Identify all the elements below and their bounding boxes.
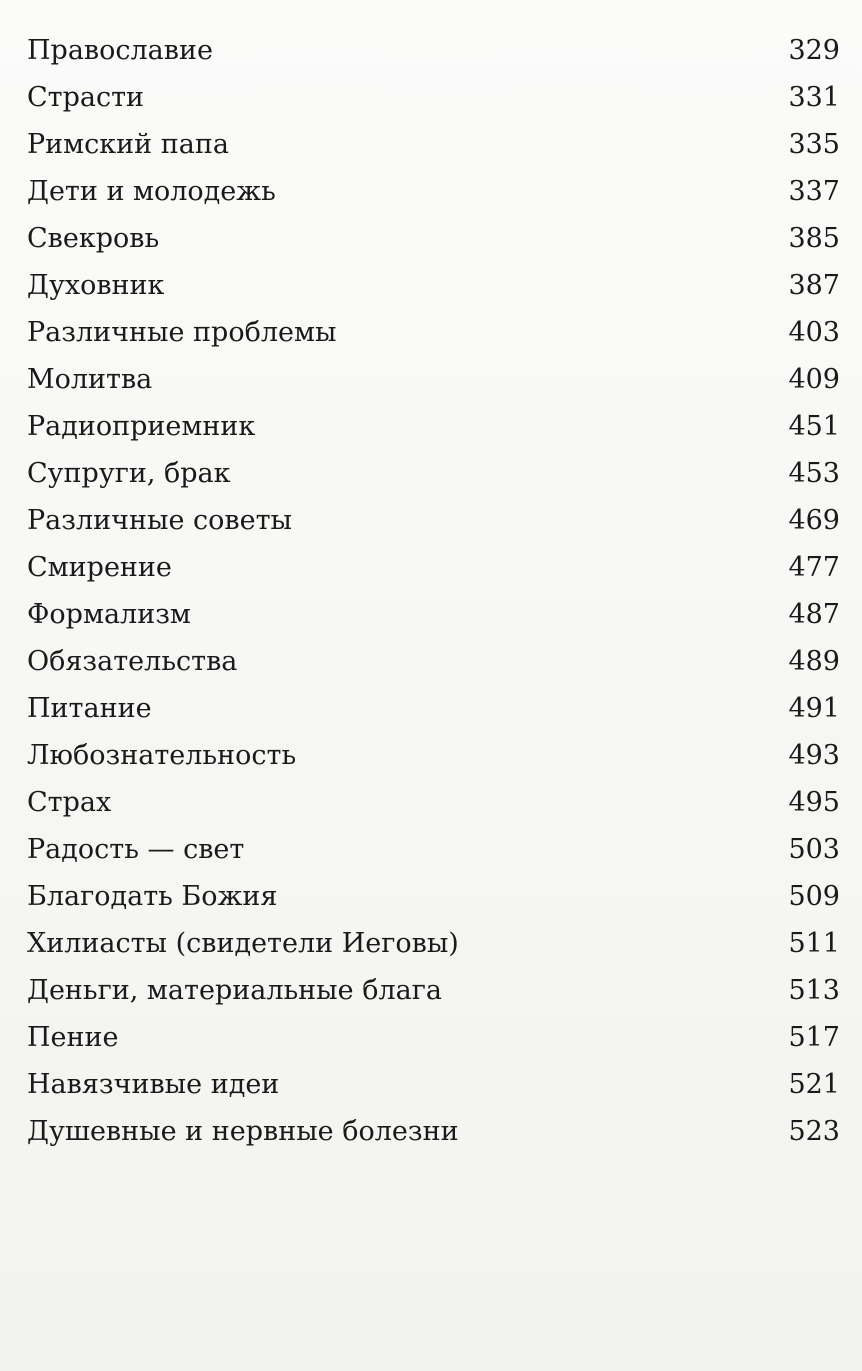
toc-entry	[27, 591, 840, 638]
toc-entry-title: Различные советы	[27, 505, 293, 536]
toc-entry	[27, 356, 840, 403]
toc-entry-page: 487	[788, 599, 840, 630]
toc-entry-page: 495	[788, 787, 840, 818]
toc-entry-title: Радость — свет	[27, 834, 245, 865]
toc-entry	[27, 1014, 840, 1061]
toc-entry-title: Душевные и нервные болезни	[27, 1116, 459, 1147]
toc-entry-page: 403	[788, 317, 840, 348]
toc-entry	[27, 497, 840, 544]
toc-entry	[27, 967, 840, 1014]
toc-entry-title: Страсти	[27, 82, 145, 113]
toc-entry-title: Римский папа	[27, 129, 229, 160]
toc-entry-title: Радиоприемник	[27, 411, 256, 442]
toc-entry-page: 521	[788, 1069, 840, 1100]
table-of-contents	[27, 27, 840, 1155]
toc-entry-title: Питание	[27, 693, 152, 724]
toc-entry	[27, 27, 840, 74]
toc-entry	[27, 1061, 840, 1108]
toc-entry-title: Молитва	[27, 364, 153, 395]
toc-entry	[27, 168, 840, 215]
toc-entry-page: 477	[788, 552, 840, 583]
toc-entry-title: Православие	[27, 35, 213, 66]
toc-entry	[27, 309, 840, 356]
toc-entry	[27, 215, 840, 262]
toc-entry-page: 469	[788, 505, 840, 536]
toc-entry-page: 513	[788, 975, 840, 1006]
toc-entry	[27, 262, 840, 309]
toc-entry	[27, 685, 840, 732]
toc-entry-title: Любознательность	[27, 740, 297, 771]
toc-entry-title: Супруги, брак	[27, 458, 231, 489]
toc-entry	[27, 779, 840, 826]
toc-entry-page: 517	[788, 1022, 840, 1053]
toc-entry-page: 511	[788, 928, 840, 959]
toc-entry-page: 387	[788, 270, 840, 301]
toc-entry-title: Страх	[27, 787, 112, 818]
toc-entry-page: 453	[788, 458, 840, 489]
toc-entry	[27, 826, 840, 873]
toc-entry	[27, 1108, 840, 1155]
toc-entry-page: 385	[788, 223, 840, 254]
toc-entry-page: 523	[788, 1116, 840, 1147]
toc-entry-page: 335	[788, 129, 840, 160]
toc-entry	[27, 74, 840, 121]
toc-entry-page: 503	[788, 834, 840, 865]
toc-entry	[27, 121, 840, 168]
toc-entry	[27, 450, 840, 497]
toc-entry-page: 489	[788, 646, 840, 677]
toc-entry-page: 337	[788, 176, 840, 207]
toc-entry-title: Благодать Божия	[27, 881, 278, 912]
toc-entry-title: Хилиасты (свидетели Иеговы)	[27, 928, 459, 959]
toc-entry	[27, 873, 840, 920]
toc-entry-title: Обязательства	[27, 646, 238, 677]
toc-entry-title: Свекровь	[27, 223, 160, 254]
toc-entry-title: Смирение	[27, 552, 172, 583]
toc-entry-title: Духовник	[27, 270, 165, 301]
toc-entry-page: 329	[788, 35, 840, 66]
toc-entry	[27, 638, 840, 685]
toc-entry-page: 493	[788, 740, 840, 771]
toc-entry	[27, 403, 840, 450]
toc-entry-page: 509	[788, 881, 840, 912]
toc-entry	[27, 920, 840, 967]
toc-entry-title: Навязчивые идеи	[27, 1069, 280, 1100]
toc-entry-page: 409	[788, 364, 840, 395]
toc-entry-title: Различные проблемы	[27, 317, 337, 348]
toc-entry-title: Дети и молодежь	[27, 176, 276, 207]
toc-entry-page: 491	[788, 693, 840, 724]
toc-entry	[27, 544, 840, 591]
toc-entry-title: Формализм	[27, 599, 191, 630]
toc-entry-page: 331	[788, 82, 840, 113]
toc-entry-title: Пение	[27, 1022, 119, 1053]
toc-entry	[27, 732, 840, 779]
toc-entry-title: Деньги, материальные блага	[27, 975, 442, 1006]
toc-entry-page: 451	[788, 411, 840, 442]
